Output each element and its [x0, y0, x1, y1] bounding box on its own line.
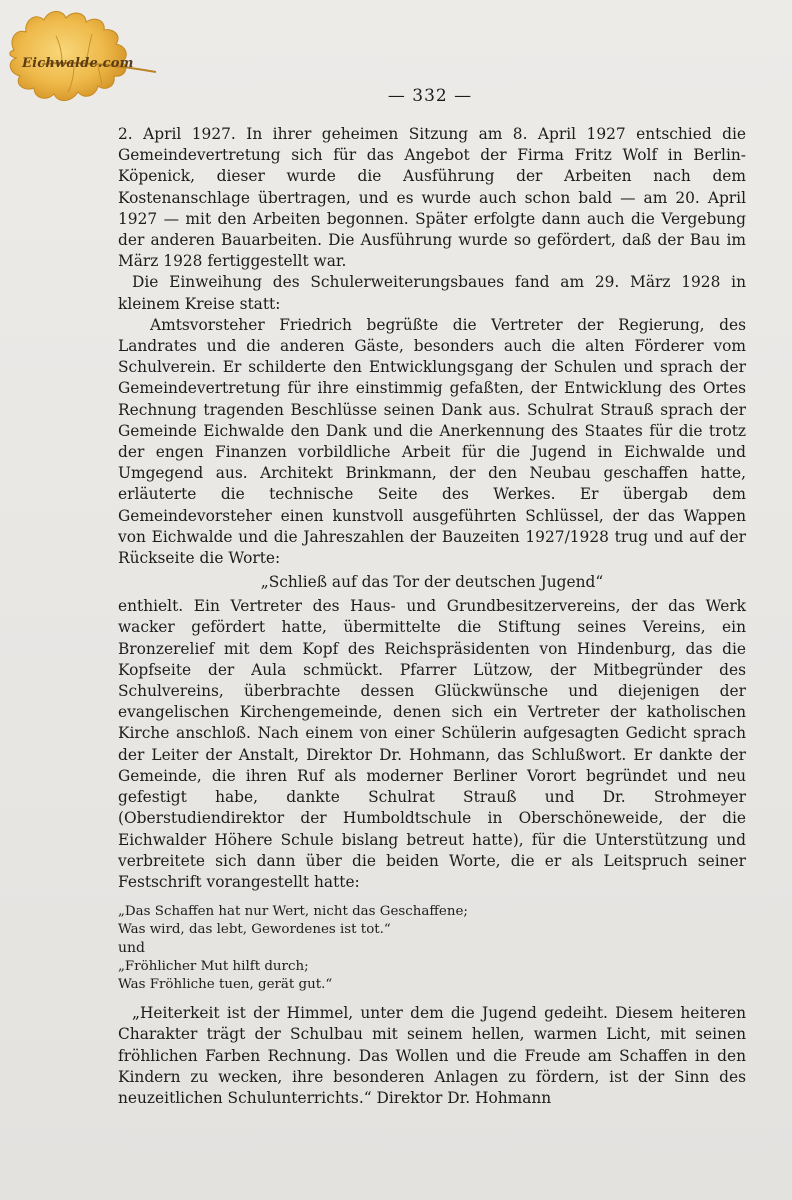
motto-connector: und — [118, 940, 145, 957]
paragraph: enthielt. Ein Vertreter des Haus- und Grundbesitzervereins, der das Werk wacker gefördert hatte, übermittelte die Stiftung seines Vereins, ein Bronzerelief mit dem Kopf des Reichspräsidenten von Hindenburg, das die Kopfseite der Aula schmückt. Pfarrer Lützow, der Mitbegründer des Schulvereins, überbrachte dessen Glückwünsche und diejenigen der evangelischen Kirchengemeinde, denen sich ein Vertreter der katholischen Kirche anschloß. Nach einem von einer Schülerin aufgesagten Gedicht sprach der Leiter der Anstalt, Direktor Dr. Hohmann, das Schlußwort. Er dankte der Gemeinde, die ihren Ruf als moderner Berliner Vorort begründet und neu gefestigt habe, dankte Schulrat Strauß und Dr. Strohmeyer (Oberstudiendirektor der Humboldtschule in Oberschöneweide, der die Eichwalder Höhere Schule bislang betreut hatte), für die Unterstützung und verbreitete sich dann über die beiden Worte, die er als Leitspruch seiner Festschrift vorangestellt hatte: — [118, 597, 746, 891]
key-inscription-quote: „Schließ auf das Tor der deutschen Jugend“ — [260, 573, 604, 592]
logo-text: Eichwalde.com — [22, 56, 134, 71]
page-body — [118, 124, 746, 1109]
motto-line: „Fröhlicher Mut hilft durch; — [118, 959, 309, 975]
paragraph: „Heiterkeit ist der Himmel, unter dem die Jugend gedeiht. Diesem heiteren Charakter trägt der Schulbau mit seinem hellen, warmen Licht, mit seinen fröhlichen Farben Rechnung. Das Wollen und die Freude am Schaffen in den Kindern zu wecken, ihre besonderen Anlagen zu fördern, ist der Sinn des neuzeitlichen Schulunterrichts.“ Direktor Dr. Hohmann — [118, 1004, 746, 1107]
page-number: — 332 — — [387, 86, 473, 106]
motto-line: Was wird, das lebt, Gewordenes ist tot.“ — [118, 921, 391, 937]
paragraph: 2. April 1927. In ihrer geheimen Sitzung am 8. April 1927 entschied die Gemeindevertretung sich für das Angebot der Firma Fritz Wolf in Berlin-Köpenick, dieser wurde die Ausführung der Arbeiten nach dem Kostenanschlage übertragen, und es wurde auch schon bald — am 20. April 1927 — mit den Arbeiten begonnen. Später erfolgte dann auch die Vergebung der anderen Bauarbeiten. Die Ausführung wurde so gefördert, daß der Bau im März 1928 fertiggestellt war. — [118, 125, 746, 271]
motto-line: „Das Schaffen hat nur Wert, nicht das Geschaffene; — [118, 904, 468, 920]
paragraph: Amtsvorsteher Friedrich begrüßte die Vertreter der Regierung, des Landrates und die anderen Gäste, besonders auch die alten Förderer vom Schulverein. Er schilderte den Entwicklungsgang der Schulen und sprach der Gemeindevertretung für ihre einstimmig gefaßten, der Entwicklung des Ortes Rechnung tragenden Beschlüsse seinen Dank aus. Schulrat Strauß sprach der Gemeinde Eichwalde den Dank und die Anerkennung des Staates für die trotz der engen Finanzen vorbildliche Arbeit für die Jugend in Eichwalde und Umgegend aus. Architekt Brinkmann, der den Neubau geschaffen hatte, erläuterte die technische Seite des Werkes. Er übergab dem Gemeindevorsteher einen kunstvoll ausgeführten Schlüssel, der das Wappen von Eichwalde und die Jahreszahlen der Bauzeiten 1927/1928 trug und auf der Rückseite die Worte: — [118, 315, 746, 568]
paragraph: Die Einweihung des Schulerweiterungsbaues fand am 29. März 1928 in kleinem Kreise statt: — [118, 273, 746, 313]
motto-line: Was Fröhliche tuen, gerät gut.“ — [118, 976, 333, 992]
